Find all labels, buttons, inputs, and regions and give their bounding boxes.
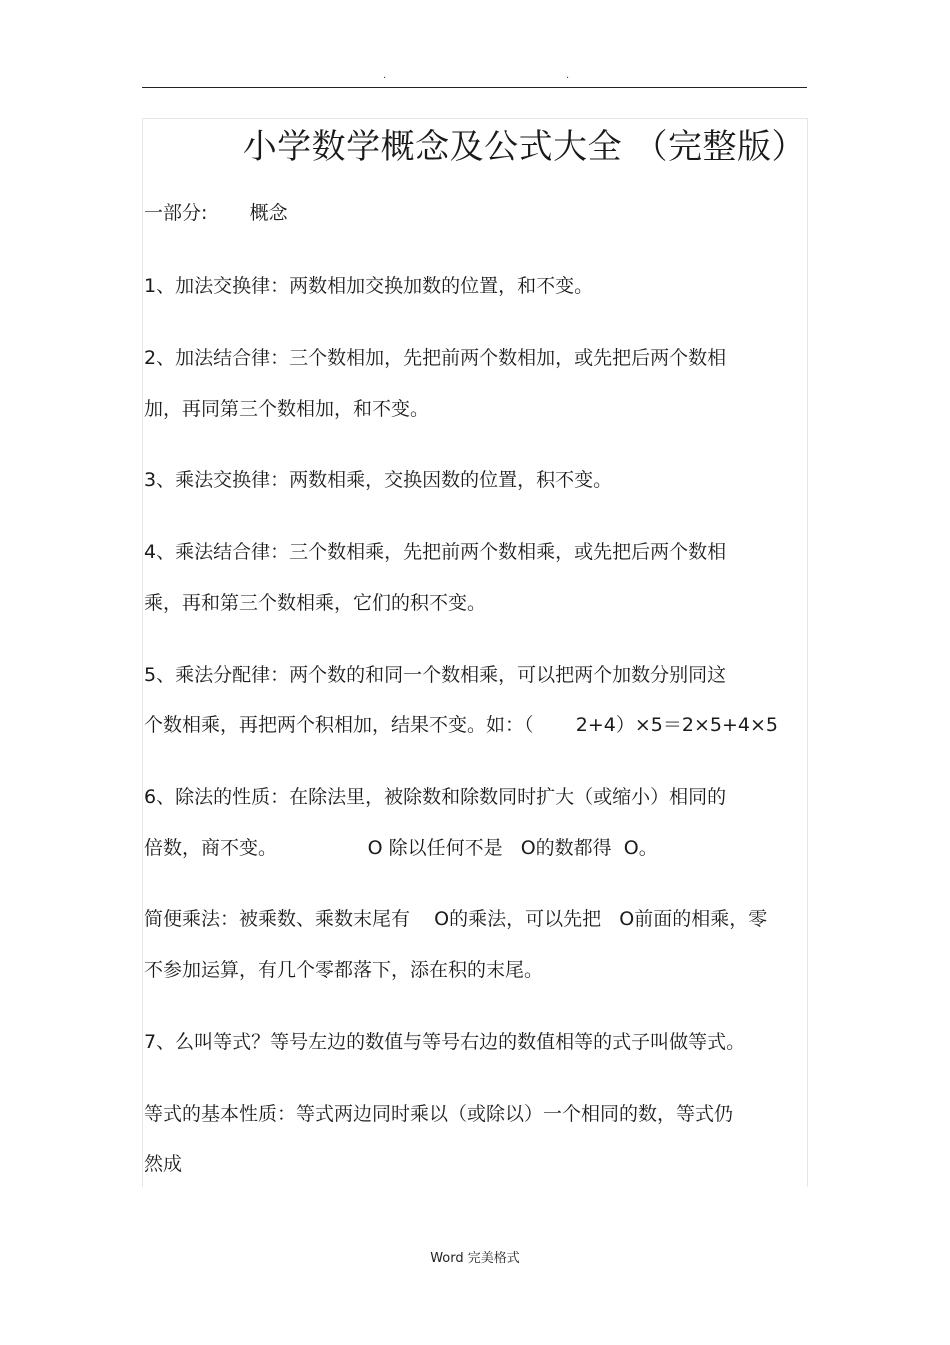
header-dots xyxy=(0,70,950,82)
text-line: 3、乘法交换律：两数相乘，交换因数的位置，积不变。 xyxy=(144,469,613,491)
text-line: 然成 xyxy=(144,1153,183,1175)
header-rule xyxy=(142,87,807,88)
text-line: 个数相乘，再把两个积相加，结果不变。如：（ 2+4）×5＝2×5+4×5 xyxy=(144,714,778,736)
text-line: 7、么叫等式？等号左边的数值与等号右边的数值相等的式子叫做等式。 xyxy=(144,1031,746,1053)
page-footer: Word 完美格式 xyxy=(430,1251,520,1266)
text-line: 5、乘法分配律：两个数的和同一个数相乘，可以把两个加数分别同这 xyxy=(144,664,727,686)
text-line: 4、乘法结合律：三个数相乘，先把前两个数相乘，或先把后两个数相 xyxy=(144,541,727,563)
document-title: 小学数学概念及公式大全 （完整版） xyxy=(242,127,806,167)
text-line: 加，再同第三个数相加，和不变。 xyxy=(144,398,430,420)
section-heading: 一部分: 概念 xyxy=(144,202,288,224)
text-line: 简便乘法：被乘数、乘数末尾有 O的乘法，可以先把 O前面的相乘，零 xyxy=(144,908,768,930)
header-dot-left: . xyxy=(383,70,387,81)
header-dot-right: . xyxy=(566,70,570,81)
text-line: 2、加法结合律：三个数相加，先把前两个数相加，或先把后两个数相 xyxy=(144,347,727,369)
text-line: 等式的基本性质：等式两边同时乘以（或除以）一个相同的数，等式仍 xyxy=(144,1103,734,1125)
text-line: 倍数，商不变。 O 除以任何不是 O的数都得 O。 xyxy=(144,837,658,859)
text-line: 乘，再和第三个数相乘，它们的积不变。 xyxy=(144,592,487,614)
text-line: 1、加法交换律：两数相加交换加数的位置，和不变。 xyxy=(144,275,594,297)
text-line: 不参加运算，有几个零都落下，添在积的末尾。 xyxy=(144,959,544,981)
text-line: 6、除法的性质：在除法里，被除数和除数同时扩大（或缩小）相同的 xyxy=(144,786,727,808)
